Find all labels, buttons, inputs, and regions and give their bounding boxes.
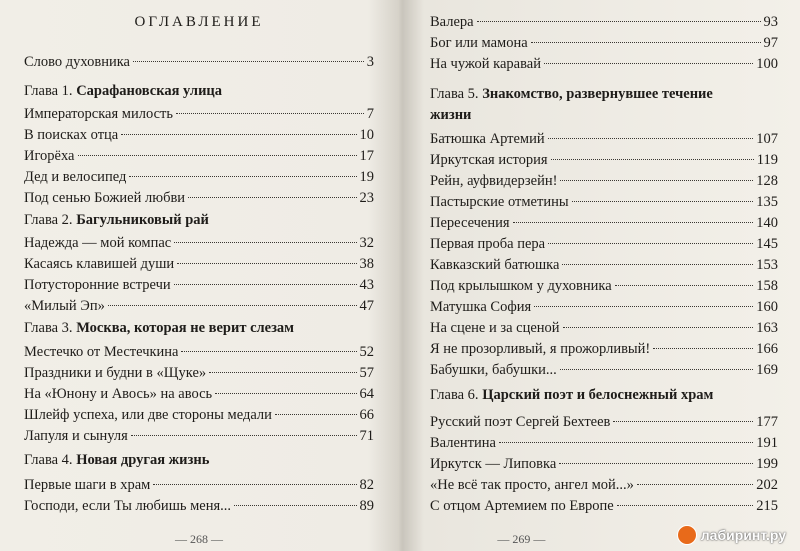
chapter-heading bbox=[24, 210, 209, 231]
entry-title: Рейн, ауфвидерзейн! bbox=[430, 173, 558, 189]
entry-title: Первая проба пера bbox=[430, 236, 546, 252]
entry-page: 158 bbox=[756, 278, 778, 294]
chapter-heading bbox=[24, 318, 294, 339]
dot-leader bbox=[653, 348, 753, 349]
dot-leader bbox=[177, 263, 356, 264]
entry-title: В поисках отца bbox=[24, 127, 119, 143]
entry-page: 43 bbox=[359, 277, 374, 293]
toc-entry bbox=[24, 475, 374, 495]
toc-entry bbox=[24, 296, 374, 316]
dot-leader bbox=[544, 63, 753, 64]
chapter-label: Глава 2. bbox=[24, 212, 73, 228]
entry-title: Пересечения bbox=[430, 215, 510, 231]
entry-title: Валера bbox=[430, 14, 474, 30]
toc-entry bbox=[430, 12, 778, 32]
entry-page: 202 bbox=[756, 477, 778, 493]
entry-title: «Милый Эп» bbox=[24, 298, 105, 314]
entry-page: 199 bbox=[756, 456, 778, 472]
toc-entry bbox=[24, 405, 374, 425]
entry-title: Русский поэт Сергей Бехтеев bbox=[430, 414, 611, 430]
entry-title: Под крылышком у духовника bbox=[430, 278, 612, 294]
entry-page: 23 bbox=[359, 190, 374, 206]
dot-leader bbox=[548, 138, 754, 139]
toc-entry bbox=[24, 188, 374, 208]
entry-title: С отцом Артемием по Европе bbox=[430, 498, 614, 514]
toc-entry bbox=[430, 496, 778, 516]
toc-entry bbox=[430, 234, 778, 254]
chapter-label: Глава 4. bbox=[24, 452, 73, 468]
page-number: — 268 — bbox=[175, 532, 223, 546]
entry-page: 169 bbox=[756, 362, 778, 378]
entry-page: 10 bbox=[359, 127, 374, 143]
chapter-label: Глава 3. bbox=[24, 320, 73, 336]
entry-title: Иркутск — Липовка bbox=[430, 456, 557, 472]
chapter-title: Москва, которая не верит слезам bbox=[76, 320, 295, 336]
entry-title: На чужой каравай bbox=[430, 56, 541, 72]
entry-page: 82 bbox=[359, 477, 374, 493]
entry-title: Шлейф успеха, или две стороны медали bbox=[24, 407, 272, 423]
dot-leader bbox=[513, 222, 754, 223]
entry-page: 89 bbox=[359, 498, 374, 514]
dot-leader bbox=[562, 264, 753, 265]
dot-leader bbox=[477, 21, 761, 22]
entry-page: 19 bbox=[359, 169, 374, 185]
entry-page: 57 bbox=[359, 365, 374, 381]
entry-page: 160 bbox=[756, 299, 778, 315]
toc-entry bbox=[430, 412, 778, 432]
chapter-label: Глава 5. bbox=[430, 86, 479, 102]
toc-entry bbox=[430, 255, 778, 275]
dot-leader bbox=[613, 421, 753, 422]
toc-entry bbox=[24, 52, 374, 72]
dot-leader bbox=[499, 442, 753, 443]
entry-title: Дед и велосипед bbox=[24, 169, 127, 185]
entry-page: 107 bbox=[756, 131, 778, 147]
entry-page: 64 bbox=[359, 386, 374, 402]
dot-leader bbox=[559, 463, 753, 464]
entry-page: 52 bbox=[359, 344, 374, 360]
dot-leader bbox=[563, 327, 754, 328]
entry-page: 166 bbox=[756, 341, 778, 357]
dot-leader bbox=[176, 113, 364, 114]
dot-leader bbox=[548, 243, 753, 244]
toc-heading: ОГЛАВЛЕНИЕ bbox=[134, 14, 264, 30]
entry-title: На сцене и за сценой bbox=[430, 320, 560, 336]
toc-entry bbox=[430, 433, 778, 453]
toc-entry bbox=[430, 150, 778, 170]
entry-page: 145 bbox=[756, 236, 778, 252]
entry-title: Бог или мамона bbox=[430, 35, 528, 51]
entry-title: «Не всё так просто, ангел мой...» bbox=[430, 477, 634, 493]
entry-page: 177 bbox=[756, 414, 778, 430]
chapter-title: Знакомство, развернувшее течение bbox=[482, 86, 713, 102]
entry-title: Под сенью Божией любви bbox=[24, 190, 186, 206]
toc-entry bbox=[24, 104, 374, 124]
dot-leader bbox=[174, 284, 357, 285]
chapter-label: Глава 1. bbox=[24, 83, 73, 99]
entry-page: 93 bbox=[763, 14, 778, 30]
entry-page: 38 bbox=[359, 256, 374, 272]
entry-page: 7 bbox=[366, 106, 374, 122]
watermark bbox=[677, 525, 786, 545]
chapter-label: Глава 6. bbox=[430, 387, 479, 403]
dot-leader bbox=[551, 159, 754, 160]
entry-title: Императорская милость bbox=[24, 106, 173, 122]
chapter-title: Сарафановская улица bbox=[76, 83, 223, 99]
chapter-heading bbox=[430, 84, 770, 126]
dot-leader bbox=[560, 369, 753, 370]
entry-title: На «Юнону и Авось» на авось bbox=[24, 386, 213, 402]
dot-leader bbox=[234, 505, 356, 506]
entry-title: Праздники и будни в «Щуке» bbox=[24, 365, 207, 381]
toc-entry bbox=[430, 276, 778, 296]
entry-page: 191 bbox=[756, 435, 778, 451]
dot-leader bbox=[534, 306, 753, 307]
entry-page: 215 bbox=[756, 498, 778, 514]
toc-entry bbox=[24, 342, 374, 362]
toc-entry bbox=[24, 233, 374, 253]
entry-title: Я не прозорливый, я прожорливый! bbox=[430, 341, 651, 357]
dot-leader bbox=[617, 505, 754, 506]
entry-title: Потусторонние встречи bbox=[24, 277, 171, 293]
chapter-heading bbox=[430, 385, 713, 406]
dot-leader bbox=[615, 285, 754, 286]
dot-leader bbox=[131, 435, 357, 436]
dot-leader bbox=[153, 484, 356, 485]
entry-page: 100 bbox=[756, 56, 778, 72]
chapter-title: Багульниковый рай bbox=[76, 212, 209, 228]
right-page bbox=[402, 0, 800, 551]
dot-leader bbox=[174, 242, 356, 243]
entry-title: Касаясь клавишей души bbox=[24, 256, 175, 272]
entry-title: Валентина bbox=[430, 435, 496, 451]
watermark-text: лабиринт.ру bbox=[700, 527, 786, 543]
toc-entry bbox=[24, 384, 374, 404]
entry-title: Кавказский батюшка bbox=[430, 257, 560, 273]
entry-title: Иркутская история bbox=[430, 152, 548, 168]
entry-title: Бабушки, бабушки... bbox=[430, 362, 557, 378]
chapter-heading bbox=[24, 81, 222, 102]
dot-leader bbox=[188, 197, 356, 198]
entry-title: Лапуля и сынуля bbox=[24, 428, 128, 444]
toc-entry bbox=[24, 496, 374, 516]
entry-title: Батюшка Артемий bbox=[430, 131, 545, 147]
entry-title: Пастырские отметины bbox=[430, 194, 569, 210]
dot-leader bbox=[572, 201, 754, 202]
toc-entry bbox=[24, 167, 374, 187]
entry-page: 17 bbox=[359, 148, 374, 164]
entry-title: Слово духовника bbox=[24, 54, 130, 70]
toc-entry bbox=[430, 171, 778, 191]
dot-leader bbox=[637, 484, 753, 485]
dot-leader bbox=[129, 176, 356, 177]
entry-title: Надежда — мой компас bbox=[24, 235, 172, 251]
left-page bbox=[0, 0, 398, 551]
entry-page: 71 bbox=[359, 428, 374, 444]
toc-entry bbox=[24, 125, 374, 145]
dot-leader bbox=[78, 155, 357, 156]
entry-page: 140 bbox=[756, 215, 778, 231]
entry-title: Первые шаги в храм bbox=[24, 477, 151, 493]
entry-page: 47 bbox=[359, 298, 374, 314]
entry-page: 97 bbox=[763, 35, 778, 51]
toc-entry bbox=[430, 318, 778, 338]
entry-page: 163 bbox=[756, 320, 778, 336]
toc-entry bbox=[430, 192, 778, 212]
toc-entry bbox=[430, 54, 778, 74]
entry-page: 119 bbox=[756, 152, 778, 168]
dot-leader bbox=[531, 42, 761, 43]
chapter-heading bbox=[24, 450, 209, 471]
toc-entry bbox=[430, 339, 778, 359]
toc-entry bbox=[24, 275, 374, 295]
chapter-title-continued: жизни bbox=[430, 107, 472, 123]
entry-title: Господи, если Ты любишь меня... bbox=[24, 498, 232, 514]
dot-leader bbox=[121, 134, 356, 135]
toc-entry bbox=[430, 297, 778, 317]
entry-page: 3 bbox=[366, 54, 374, 70]
entry-title: Местечко от Местечкина bbox=[24, 344, 179, 360]
dot-leader bbox=[108, 305, 357, 306]
chapter-title: Новая другая жизнь bbox=[76, 452, 210, 468]
entry-page: 128 bbox=[756, 173, 778, 189]
page-number: — 269 — bbox=[497, 532, 546, 546]
toc-entry bbox=[430, 33, 778, 53]
entry-page: 66 bbox=[359, 407, 374, 423]
chapter-title: Царский поэт и белоснежный храм bbox=[482, 387, 714, 403]
dot-leader bbox=[133, 61, 364, 62]
dot-leader bbox=[560, 180, 753, 181]
toc-entry bbox=[430, 213, 778, 233]
labirint-logo-icon bbox=[677, 525, 697, 545]
dot-leader bbox=[181, 351, 356, 352]
toc-entry bbox=[430, 129, 778, 149]
toc-entry bbox=[24, 254, 374, 274]
toc-entry bbox=[430, 475, 778, 495]
entry-page: 153 bbox=[756, 257, 778, 273]
entry-title: Игорёха bbox=[24, 148, 75, 164]
toc-entry bbox=[430, 360, 778, 380]
entry-page: 32 bbox=[359, 235, 374, 251]
toc-entry bbox=[24, 426, 374, 446]
dot-leader bbox=[209, 372, 356, 373]
dot-leader bbox=[275, 414, 357, 415]
toc-entry bbox=[24, 363, 374, 383]
entry-title: Матушка София bbox=[430, 299, 532, 315]
entry-page: 135 bbox=[756, 194, 778, 210]
toc-entry bbox=[430, 454, 778, 474]
dot-leader bbox=[215, 393, 356, 394]
toc-entry bbox=[24, 146, 374, 166]
